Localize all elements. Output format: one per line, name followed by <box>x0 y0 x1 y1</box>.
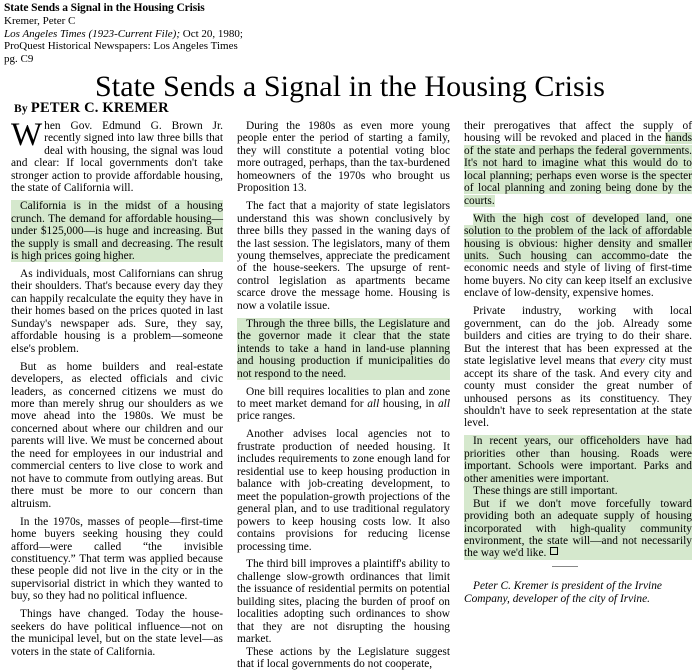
paragraph-text: Things have changed. Today the house-seekers do have political influence—not on the municipal level, but on the state level—as voters in the state of California. <box>11 608 223 658</box>
paragraph-text: Through the three bills, the Legislature and the governor made it clear that the state intends to take a hand in land-use planning and housing production if municipalities do not respond to the need. <box>237 317 450 380</box>
author-note-line-2: Company, developer of the city of Irvine. <box>464 592 650 605</box>
article-headline: State Sends a Signal in the Housing Crisis <box>94 70 606 104</box>
paragraph <box>464 305 692 430</box>
proquest-citation-header <box>4 2 424 65</box>
paragraph <box>237 200 450 312</box>
article-body-columns <box>0 117 700 671</box>
article-column-3 <box>464 120 692 606</box>
drop-cap: W <box>11 117 43 153</box>
paragraph-text: These actions by the Legislature suggest that if local governments do not cooperate, <box>237 645 450 671</box>
paragraph <box>11 117 223 195</box>
paragraph <box>237 646 450 671</box>
paragraph-text: During the 1980s as even more young people enter the period of starting a family, they will constitute a potential voting bloc more outraged, perhaps, than the tax-burdened homeowners of the 1970s who brought us Proposition 13. <box>237 120 450 195</box>
paragraph <box>11 516 223 603</box>
paragraph-text: In the 1970s, masses of people—first-time home buyers seeking housing they could afford—were called “the invisible constituency.” That term was applied because these people did not live in the city or in the supervisorial district in which they wanted to buy, so they had no political influence. <box>11 515 223 603</box>
paragraph-text: hen Gov. Edmund G. Brown Jr. recently signed into law three bills that deal with housing, the signal was loud and clear: If local governments don't take stronger action to provide affordable housing, the state of California will. <box>11 120 223 195</box>
citation-source-date: Oct 20, 1980; <box>180 27 243 40</box>
byline-author-name: PETER C. KREMER <box>30 100 169 116</box>
paragraph-text: Another advises local agencies not to frustrate production of needed housing. It includes requirements to zone enough land for residential use to keep housing production in balance with job-creating development, to meet the population-growth projections of the general plan, and to use traditional regulatory powers to keep housing costs low. It also contains provisions for reducing license processing time. <box>237 428 450 553</box>
article-byline <box>14 100 169 117</box>
paragraph <box>237 558 450 645</box>
article-column-1 <box>11 117 223 658</box>
paragraph-highlighted <box>464 435 692 485</box>
citation-source <box>4 28 424 41</box>
paragraph <box>237 120 450 195</box>
paragraph-highlighted <box>464 498 692 560</box>
paragraph <box>464 213 692 300</box>
paragraph-highlighted <box>237 318 450 380</box>
emphasis-every: every <box>620 355 645 368</box>
paragraph-text: The third bill improves a plaintiff's ability to challenge slow-growth ordinances that limit the issuance of residential permits on potential building sites, placing the burden of proof on localities adopting such ordinances to show that they are not disrupting the housing market. <box>237 558 450 646</box>
citation-author: Kremer, Peter C <box>4 15 76 28</box>
paragraph-text-highlighted: hands of the state and perhaps the federal governments. It's not hard to imagine what this would do to local planning; perhaps even worse is the specter of local planning and zoning being done by the courts. <box>464 132 692 207</box>
author-affiliation-note <box>464 580 692 606</box>
paragraph <box>11 608 223 658</box>
emphasis-all-1: all <box>367 398 380 411</box>
citation-database: ProQuest Historical Newspapers: Los Angeles Times <box>4 40 238 53</box>
paragraph <box>237 428 450 553</box>
author-note-line-1: Peter C. Kremer is president of the Irvine <box>473 579 662 592</box>
byline-prefix: By <box>14 103 31 115</box>
paragraph-highlighted <box>464 485 692 497</box>
paragraph <box>11 361 223 510</box>
paragraph <box>11 268 223 355</box>
paragraph-text-highlighted: With the high cost of developed land, one solution to the problem of the lack of affordable housing is obvious: higher density and smaller units. Such housing can accommo- <box>464 212 692 263</box>
citation-title: State Sends a Signal in the Housing Crisis <box>4 2 205 14</box>
paragraph-text: city must accept its share of the task. And every city and county must consider the great number of unhoused persons as its constituency. They shouldn't have to seek representation at the state level. <box>464 355 692 430</box>
paragraph-text: The fact that a majority of state legislators understand this was shown conclusively by three bills they passed in the waning days of the last session. The legislators, many of them young themselves, appreciate the predicament of the house-seekers. The upsurge of rent-control legislation as apartments became scarce drove the message home. Housing is now a volatile issue. <box>237 200 450 312</box>
paragraph-text: But if we don't move forcefully toward providing both an adequate supply of housing incorporated with high-quality community environment, the state will—and not necessarily the way we'd like. <box>464 497 692 560</box>
paragraph <box>237 386 450 423</box>
paragraph-text: In recent years, our officeholders have had priorities other than housing. Roads were important. Schools were important. Parks and other amenities were important. <box>464 435 692 485</box>
paragraph-text: housing, in <box>379 398 438 411</box>
citation-page: pg. C9 <box>4 52 34 65</box>
end-of-article-mark <box>550 547 558 555</box>
paragraph-text: Private industry, working with local government, can do the job. Already some builders and cities are trying to do their share. But the interest that has been expressed at the state legislative level means that <box>464 305 692 368</box>
paragraph-highlighted <box>11 200 223 262</box>
paragraph-text: But as home builders and real-estate developers, as elected officials and civic leaders, as concerned citizens we must do more than merely shrug our shoulders as we move ahead into the 1980s. We must be concerned about where our children and our parents will live. We must be concerned about the need for employees in our industrial and commercial centers to live close to work and not have to commute from outlying areas. But there must be more to our concern than altruism. <box>11 360 223 510</box>
paragraph <box>464 120 692 207</box>
paragraph-text: These things are still important. <box>473 485 618 498</box>
emphasis-all-2: all <box>437 398 450 411</box>
paragraph-text: As individuals, most Californians can shrug their shoulders. That's because every day they can happily recalculate the equity they have in their homes based on the prices quoted in last Sunday's newspaper ads. Sure, they say, affordable housing is a problem—someone else's problem. <box>11 267 223 355</box>
article-column-2 <box>237 120 450 671</box>
paragraph-text: price ranges. <box>237 410 296 423</box>
paragraph-text: California is in the midst of a housing crunch. The demand for affordable housing—under $125,000—is huge and increasing. But the supply is small and decreasing. The result is high prices going higher. <box>11 200 223 263</box>
citation-source-publication: Los Angeles Times (1923-Current File); <box>4 27 180 40</box>
paragraph-text: their prerogatives that affect the supply of housing will be revoked and placed in the <box>464 120 692 145</box>
paragraph-text: One bill requires localities to plan and zone to meet market demand for <box>237 385 450 411</box>
divider-rule <box>552 566 578 567</box>
paragraph-text: date the economic needs and style of living of first-time home buyers. No city can keep itself an exclusive enclave of low-density, expensive homes. <box>464 250 692 300</box>
